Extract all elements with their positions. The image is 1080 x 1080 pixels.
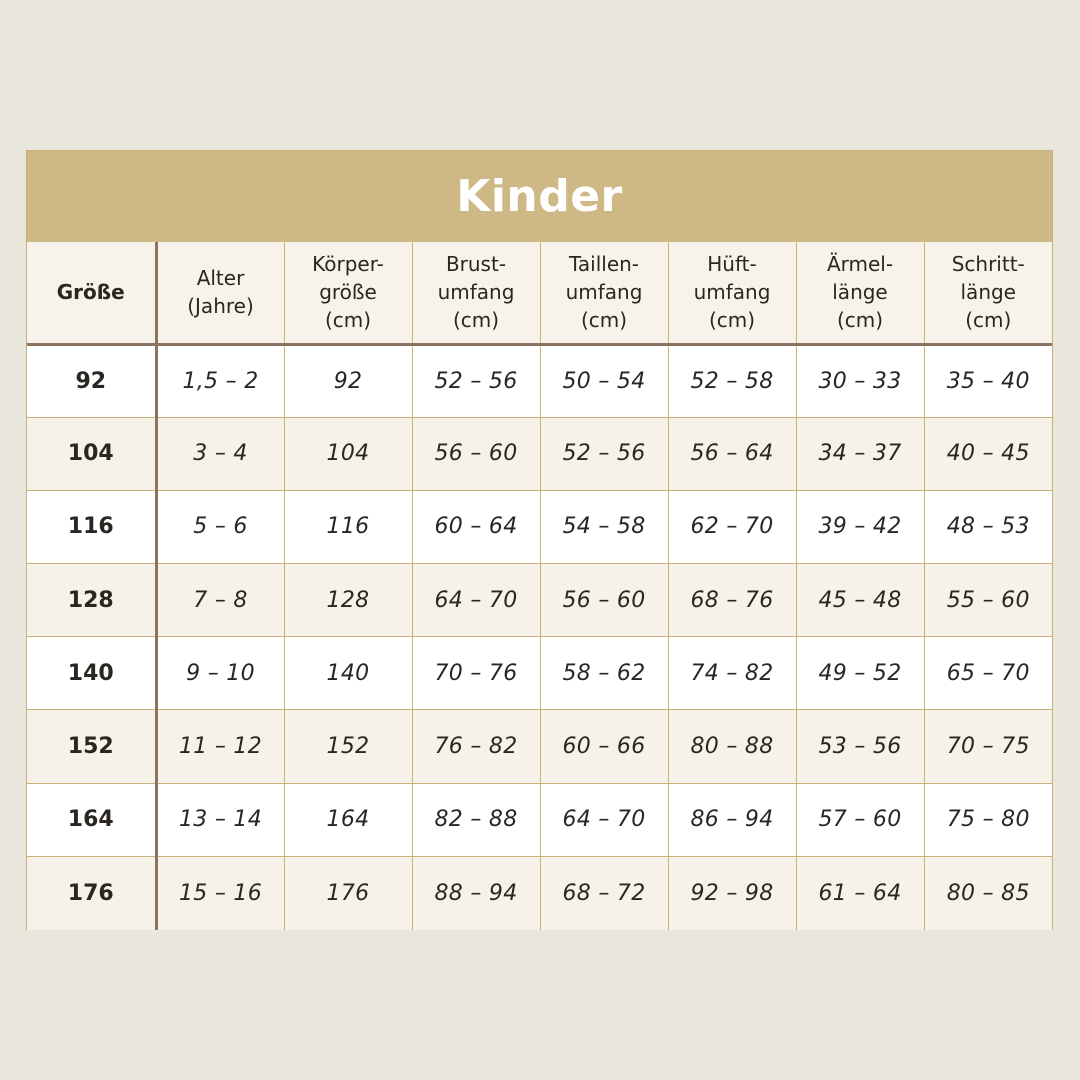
chest-cell: 88 – 94 xyxy=(412,856,540,929)
age-cell: 7 – 8 xyxy=(156,564,284,637)
header-sleeve-line3: (cm) xyxy=(836,308,884,333)
chart-title: Kinder xyxy=(456,171,623,222)
header-size-label: Größe xyxy=(56,280,125,305)
sleeve-cell: 57 – 60 xyxy=(796,783,924,856)
header-inseam-line2: länge xyxy=(960,280,1016,305)
header-age-line2: (Jahre) xyxy=(187,294,254,319)
header-waist xyxy=(540,242,668,344)
chest-cell: 70 – 76 xyxy=(412,637,540,710)
age-cell: 15 – 16 xyxy=(156,856,284,929)
sleeve-cell: 49 – 52 xyxy=(796,637,924,710)
inseam-cell: 70 – 75 xyxy=(924,710,1052,783)
hip-cell: 86 – 94 xyxy=(668,783,796,856)
height-cell: 92 xyxy=(284,344,412,417)
header-height xyxy=(284,242,412,344)
age-cell: 3 – 4 xyxy=(156,417,284,490)
height-cell: 140 xyxy=(284,637,412,710)
table-row xyxy=(27,637,1052,710)
sleeve-cell: 30 – 33 xyxy=(796,344,924,417)
age-cell: 13 – 14 xyxy=(156,783,284,856)
age-cell: 11 – 12 xyxy=(156,710,284,783)
header-waist-line3: (cm) xyxy=(580,308,628,333)
chest-cell: 64 – 70 xyxy=(412,564,540,637)
title-bar xyxy=(27,151,1052,242)
height-cell: 116 xyxy=(284,490,412,563)
header-age xyxy=(156,242,284,344)
waist-cell: 68 – 72 xyxy=(540,856,668,929)
inseam-cell: 40 – 45 xyxy=(924,417,1052,490)
hip-cell: 52 – 58 xyxy=(668,344,796,417)
header-chest-line2: umfang xyxy=(437,280,515,305)
header-height-line2: größe xyxy=(319,280,377,305)
height-cell: 164 xyxy=(284,783,412,856)
header-height-line3: (cm) xyxy=(324,308,372,333)
inseam-cell: 48 – 53 xyxy=(924,490,1052,563)
hip-cell: 74 – 82 xyxy=(668,637,796,710)
header-hip-line2: umfang xyxy=(693,280,771,305)
size-cell: 176 xyxy=(27,856,156,929)
waist-cell: 60 – 66 xyxy=(540,710,668,783)
size-table xyxy=(27,242,1052,930)
table-row xyxy=(27,344,1052,417)
table-row xyxy=(27,856,1052,929)
inseam-cell: 65 – 70 xyxy=(924,637,1052,710)
hip-cell: 80 – 88 xyxy=(668,710,796,783)
chest-cell: 52 – 56 xyxy=(412,344,540,417)
size-cell: 92 xyxy=(27,344,156,417)
size-cell: 128 xyxy=(27,564,156,637)
table-row xyxy=(27,564,1052,637)
header-waist-line1: Taillen- xyxy=(568,252,640,277)
inseam-cell: 35 – 40 xyxy=(924,344,1052,417)
chest-cell: 56 – 60 xyxy=(412,417,540,490)
header-inseam-line1: Schritt- xyxy=(951,252,1025,277)
inseam-cell: 55 – 60 xyxy=(924,564,1052,637)
height-cell: 176 xyxy=(284,856,412,929)
sleeve-cell: 45 – 48 xyxy=(796,564,924,637)
sleeve-cell: 53 – 56 xyxy=(796,710,924,783)
waist-cell: 50 – 54 xyxy=(540,344,668,417)
header-waist-line2: umfang xyxy=(565,280,643,305)
size-cell: 152 xyxy=(27,710,156,783)
waist-cell: 56 – 60 xyxy=(540,564,668,637)
sleeve-cell: 39 – 42 xyxy=(796,490,924,563)
header-sleeve-line1: Ärmel- xyxy=(826,252,894,277)
inseam-cell: 75 – 80 xyxy=(924,783,1052,856)
header-hip-line3: (cm) xyxy=(708,308,756,333)
header-age-line1: Alter xyxy=(196,266,245,291)
table-row xyxy=(27,710,1052,783)
table-row xyxy=(27,490,1052,563)
inseam-cell: 80 – 85 xyxy=(924,856,1052,929)
chest-cell: 60 – 64 xyxy=(412,490,540,563)
waist-cell: 58 – 62 xyxy=(540,637,668,710)
header-row xyxy=(27,242,1052,344)
header-size xyxy=(27,242,156,344)
header-hip xyxy=(668,242,796,344)
size-cell: 140 xyxy=(27,637,156,710)
header-hip-line1: Hüft- xyxy=(707,252,757,277)
size-cell: 104 xyxy=(27,417,156,490)
age-cell: 9 – 10 xyxy=(156,637,284,710)
hip-cell: 56 – 64 xyxy=(668,417,796,490)
sleeve-cell: 34 – 37 xyxy=(796,417,924,490)
table-row xyxy=(27,783,1052,856)
header-inseam xyxy=(924,242,1052,344)
height-cell: 104 xyxy=(284,417,412,490)
waist-cell: 54 – 58 xyxy=(540,490,668,563)
header-chest-line1: Brust- xyxy=(445,252,507,277)
header-sleeve xyxy=(796,242,924,344)
age-cell: 1,5 – 2 xyxy=(156,344,284,417)
chest-cell: 82 – 88 xyxy=(412,783,540,856)
header-sleeve-line2: länge xyxy=(832,280,888,305)
header-height-line1: Körper- xyxy=(312,252,384,277)
height-cell: 152 xyxy=(284,710,412,783)
age-cell: 5 – 6 xyxy=(156,490,284,563)
height-cell: 128 xyxy=(284,564,412,637)
waist-cell: 64 – 70 xyxy=(540,783,668,856)
header-inseam-line3: (cm) xyxy=(965,308,1012,333)
hip-cell: 68 – 76 xyxy=(668,564,796,637)
header-chest-line3: (cm) xyxy=(452,308,500,333)
size-cell: 116 xyxy=(27,490,156,563)
table-row xyxy=(27,417,1052,490)
hip-cell: 62 – 70 xyxy=(668,490,796,563)
sleeve-cell: 61 – 64 xyxy=(796,856,924,929)
hip-cell: 92 – 98 xyxy=(668,856,796,929)
waist-cell: 52 – 56 xyxy=(540,417,668,490)
size-cell: 164 xyxy=(27,783,156,856)
size-chart xyxy=(26,150,1053,930)
header-chest xyxy=(412,242,540,344)
chest-cell: 76 – 82 xyxy=(412,710,540,783)
